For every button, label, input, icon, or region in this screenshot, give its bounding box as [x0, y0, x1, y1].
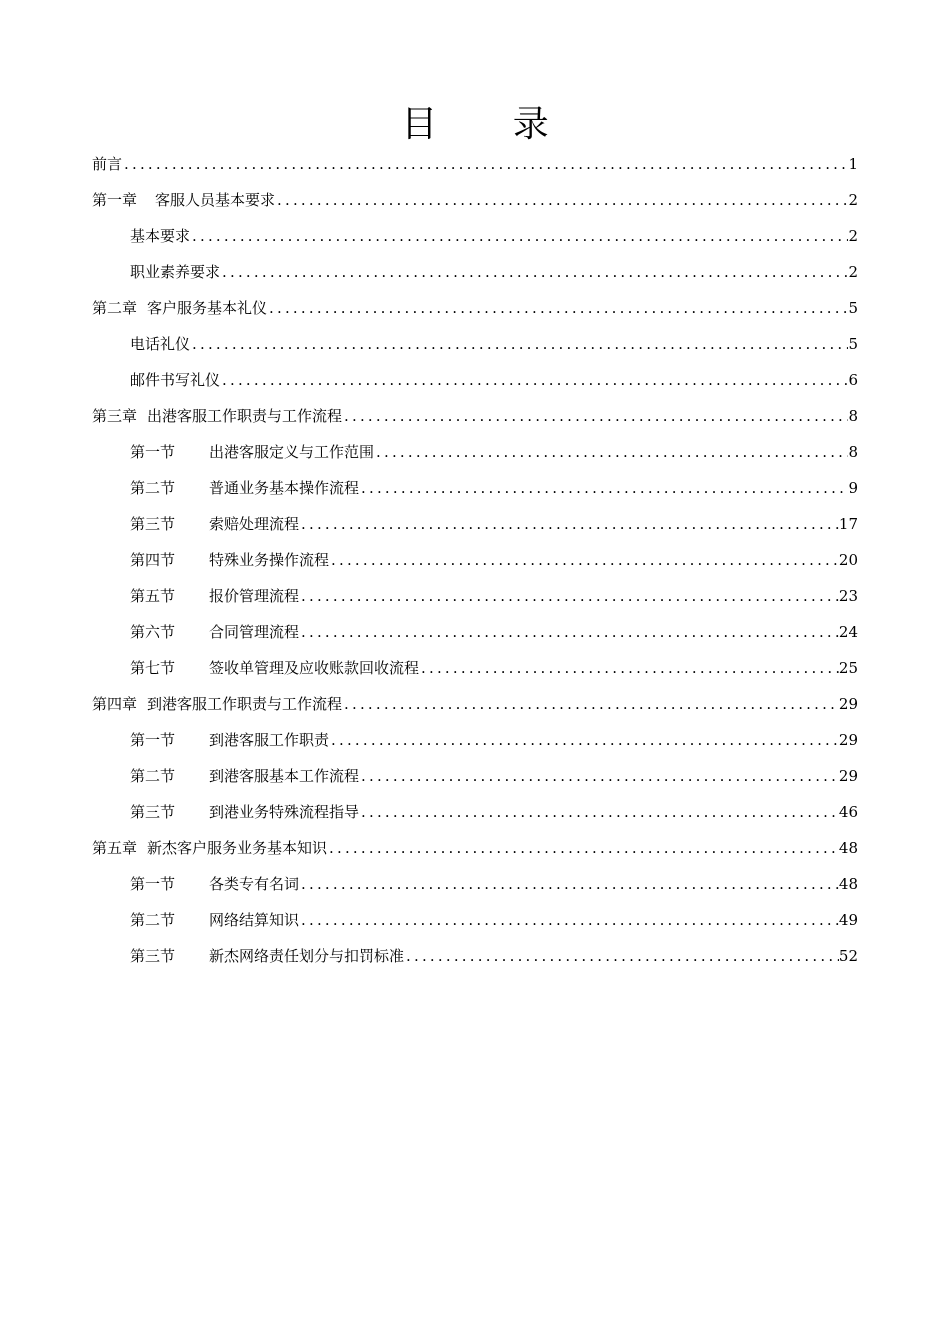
toc-entry-number: 第四节	[130, 551, 176, 569]
toc-entry-page-number: 8	[848, 407, 858, 425]
toc-entry-title: 到港客服工作职责与工作流程	[147, 695, 343, 713]
toc-entry-page-number: 23	[838, 587, 858, 605]
toc-entry-number: 第五节	[130, 587, 176, 605]
toc-chapter-entry[interactable]	[92, 686, 858, 722]
toc-section-entry[interactable]	[92, 254, 858, 290]
toc-entry-label	[130, 470, 359, 506]
toc-entry-page-number: 49	[838, 911, 858, 929]
toc-entry-number: 第三节	[130, 947, 176, 965]
toc-section-entry[interactable]	[92, 614, 858, 650]
toc-entry-number: 第二节	[130, 479, 176, 497]
toc-entry-number: 第一节	[130, 731, 176, 749]
dot-leader	[329, 722, 839, 758]
toc-section-entry[interactable]	[92, 938, 858, 974]
dot-leader	[374, 434, 848, 470]
dot-leader	[190, 218, 848, 254]
toc-entry-title: 职业素养要求	[130, 263, 221, 281]
dot-leader	[419, 650, 839, 686]
toc-entry-page-number: 17	[838, 515, 858, 533]
toc-section-entry[interactable]	[92, 578, 858, 614]
toc-section-entry[interactable]	[92, 470, 858, 506]
toc-section-entry[interactable]	[92, 758, 858, 794]
toc-section-entry[interactable]	[92, 362, 858, 398]
toc-entry-label	[92, 290, 267, 326]
toc-entry-number: 第一节	[130, 443, 176, 461]
dot-leader	[299, 614, 839, 650]
toc-entry-title: 出港客服工作职责与工作流程	[147, 407, 343, 425]
toc-chapter-entry[interactable]	[92, 146, 858, 182]
toc-entry-label	[130, 794, 359, 830]
dot-leader	[359, 794, 839, 830]
toc-entry-label	[130, 218, 190, 254]
toc-entry-label	[130, 326, 190, 362]
toc-chapter-entry[interactable]	[92, 290, 858, 326]
dot-leader	[299, 578, 839, 614]
toc-entry-label	[130, 938, 404, 974]
toc-entry-page-number: 29	[838, 767, 858, 785]
toc-entry-page-number: 29	[838, 731, 858, 749]
toc-entry-number: 第二节	[130, 767, 176, 785]
toc-section-entry[interactable]	[92, 326, 858, 362]
dot-leader	[329, 542, 839, 578]
toc-title: 目 录	[401, 104, 581, 145]
toc-entry-title: 特殊业务操作流程	[209, 551, 330, 569]
toc-entry-label	[130, 578, 299, 614]
dot-leader	[359, 758, 839, 794]
toc-entry-title: 报价管理流程	[209, 587, 300, 605]
toc-entry-label	[130, 614, 299, 650]
dot-leader	[342, 398, 848, 434]
toc-entry-label	[130, 506, 299, 542]
toc-entry-title: 基本要求	[130, 227, 191, 245]
dot-leader	[275, 182, 848, 218]
toc-entry-page-number: 24	[838, 623, 858, 641]
toc-entry-page-number: 20	[838, 551, 858, 569]
dot-leader	[299, 506, 839, 542]
dot-leader	[299, 866, 839, 902]
toc-entry-label	[92, 146, 122, 182]
toc-chapter-entry[interactable]	[92, 398, 858, 434]
toc-entry-page-number: 48	[838, 839, 858, 857]
toc-entry-title: 到港客服工作职责	[209, 731, 330, 749]
toc-section-entry[interactable]	[92, 542, 858, 578]
toc-entry-title: 新杰客户服务业务基本知识	[147, 839, 328, 857]
toc-section-entry[interactable]	[92, 218, 858, 254]
toc-entry-title: 邮件书写礼仪	[130, 371, 221, 389]
toc-section-entry[interactable]	[92, 902, 858, 938]
toc-entry-page-number: 48	[838, 875, 858, 893]
toc-chapter-entry[interactable]	[92, 830, 858, 866]
dot-leader	[220, 254, 848, 290]
toc-entry-page-number: 5	[848, 299, 858, 317]
toc-entry-page-number: 25	[838, 659, 858, 677]
toc-entry-label	[92, 686, 342, 722]
toc-entry-page-number: 8	[848, 443, 858, 461]
toc-entry-title: 出港客服定义与工作范围	[209, 443, 375, 461]
toc-entry-title: 索赔处理流程	[209, 515, 300, 533]
toc-entry-number: 第三章	[92, 407, 138, 425]
toc-entry-number: 第四章	[92, 695, 138, 713]
toc-entry-number: 第三节	[130, 803, 176, 821]
toc-entry-label	[130, 434, 374, 470]
toc-entry-page-number: 6	[848, 371, 858, 389]
table-of-contents	[92, 146, 858, 974]
toc-entry-page-number: 2	[848, 263, 858, 281]
toc-entry-label	[92, 398, 342, 434]
toc-entry-page-number: 9	[848, 479, 858, 497]
toc-section-entry[interactable]	[92, 434, 858, 470]
toc-entry-page-number: 1	[848, 155, 858, 173]
toc-entry-title: 到港业务特殊流程指导	[209, 803, 360, 821]
toc-entry-title: 普通业务基本操作流程	[209, 479, 360, 497]
toc-entry-page-number: 29	[838, 695, 858, 713]
toc-entry-title: 各类专有名词	[209, 875, 300, 893]
toc-entry-page-number: 46	[838, 803, 858, 821]
toc-entry-page-number: 2	[848, 227, 858, 245]
toc-entry-label	[130, 254, 220, 290]
toc-entry-label	[130, 758, 359, 794]
toc-entry-number: 第二节	[130, 911, 176, 929]
toc-entry-number: 第一节	[130, 875, 176, 893]
toc-entry-label	[130, 722, 329, 758]
toc-entry-label	[130, 866, 299, 902]
toc-entry-title: 签收单管理及应收账款回收流程	[209, 659, 420, 677]
dot-leader	[327, 830, 839, 866]
toc-entry-label	[92, 182, 275, 218]
toc-entry-label	[130, 650, 419, 686]
toc-entry-label	[92, 830, 327, 866]
toc-entry-number: 第七节	[130, 659, 176, 677]
toc-entry-number: 第三节	[130, 515, 176, 533]
dot-leader	[342, 686, 839, 722]
toc-section-entry[interactable]	[92, 722, 858, 758]
toc-entry-title: 合同管理流程	[209, 623, 300, 641]
toc-entry-label	[130, 362, 220, 398]
toc-entry-label	[130, 902, 299, 938]
toc-entry-label	[130, 542, 329, 578]
dot-leader	[122, 146, 848, 182]
toc-chapter-entry[interactable]	[92, 182, 858, 218]
toc-entry-title: 新杰网络责任划分与扣罚标准	[209, 947, 405, 965]
toc-entry-page-number: 52	[838, 947, 858, 965]
dot-leader	[267, 290, 848, 326]
dot-leader	[220, 362, 848, 398]
toc-entry-number: 第二章	[92, 299, 138, 317]
toc-entry-page-number: 5	[848, 335, 858, 353]
dot-leader	[359, 470, 848, 506]
dot-leader	[299, 902, 839, 938]
toc-section-entry[interactable]	[92, 866, 858, 902]
toc-section-entry[interactable]	[92, 506, 858, 542]
toc-entry-number: 第六节	[130, 623, 176, 641]
toc-entry-title: 网络结算知识	[209, 911, 300, 929]
toc-entry-title: 前言	[92, 155, 123, 173]
toc-section-entry[interactable]	[92, 794, 858, 830]
toc-entry-number: 第五章	[92, 839, 138, 857]
toc-entry-title: 客服人员基本要求	[155, 191, 276, 209]
toc-entry-number: 第一章	[92, 191, 138, 209]
toc-entry-title: 电话礼仪	[130, 335, 191, 353]
dot-leader	[190, 326, 848, 362]
dot-leader	[404, 938, 839, 974]
toc-entry-title: 客户服务基本礼仪	[147, 299, 268, 317]
toc-entry-title: 到港客服基本工作流程	[209, 767, 360, 785]
toc-entry-page-number: 2	[848, 191, 858, 209]
toc-section-entry[interactable]	[92, 650, 858, 686]
